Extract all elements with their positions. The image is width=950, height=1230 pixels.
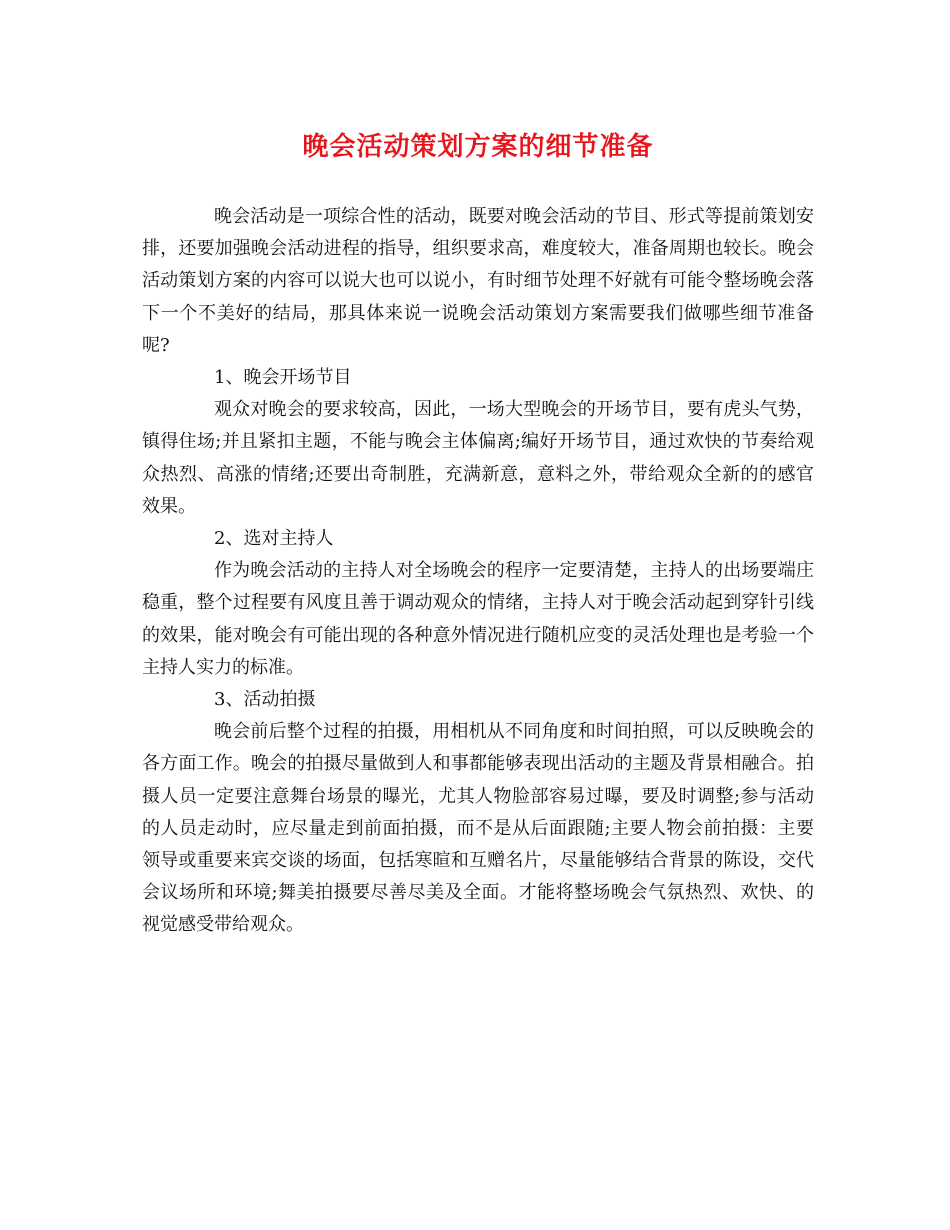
opening-paragraph: 观众对晚会的要求较高，因此，一场大型晚会的开场节目，要有虎头气势，镇得住场;并且紧扣主题，不能与晚会主体偏离;编好开场节目，通过欢快的节奏给观众热烈、高涨的情绪;还要出奇制胜，充满新意，意料之外，带给观众全新的的感官效果。 [142,399,814,517]
section-heading-host: 2、选对主持人 [214,528,334,550]
photography-paragraph: 晚会前后整个过程的拍摄，用相机从不同角度和时间拍照，可以反映晚会的各方面工作。晚会的拍摄尽量做到人和事都能够表现出活动的主题及背景相融合。拍摄人员一定要注意舞台场景的曝光，尤其人物脸部容易过曝，要及时调整;参与活动的人员走动时，应尽量走到前面拍摄，而不是从后面跟随;主要人物会前拍摄：主要领导或重要来宾交谈的场面，包括寒暄和互赠名片，尽量能够结合背景的陈设，交代会议场所和环境;舞美拍摄要尽善尽美及全面。才能将整场晚会气氛热烈、欢快、的视觉感受带给观众。 [142,721,814,936]
document-body [142,201,814,942]
intro-paragraph: 晚会活动是一项综合性的活动，既要对晚会活动的节目、形式等提前策划安排，还要加强晚会活动进程的指导，组织要求高，难度较大，准备周期也较长。晚会活动策划方案的内容可以说大也可以说小，有时细节处理不好就有可能令整场晚会落下一个不美好的结局，那具体来说一说晚会活动策划方案需要我们做哪些细节准备呢? [142,206,814,356]
host-paragraph: 作为晚会活动的主持人对全场晚会的程序一定要清楚，主持人的出场要端庄稳重，整个过程要有风度且善于调动观众的情绪，主持人对于晚会活动起到穿针引线的效果，能对晚会有可能出现的各种意外情况进行随机应变的灵活处理也是考验一个主持人实力的标准。 [142,560,814,678]
section-heading-opening: 1、晚会开场节目 [214,367,352,389]
document-title: 晚会活动策划方案的细节准备 [302,132,654,162]
section-heading-photography: 3、活动拍摄 [214,689,316,711]
